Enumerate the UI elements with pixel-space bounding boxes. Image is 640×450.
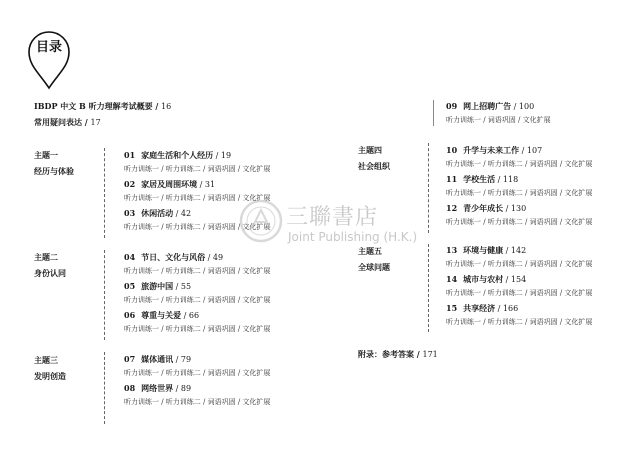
chapter-entry[interactable]: 14 城市与农村 / 154 xyxy=(446,274,527,284)
intro-item[interactable]: IBDP 中文 B 听力理解考试概要 / 16 xyxy=(34,101,172,111)
chapter-entry[interactable]: 10 升学与未来工作 / 107 xyxy=(446,145,543,155)
chapter-entry[interactable]: 09 网上招聘广告 / 100 xyxy=(446,101,535,111)
chapter-sections: 听力训练一 / 听力训练二 / 词语巩固 / 文化扩展 xyxy=(124,325,271,333)
section-divider xyxy=(104,250,105,340)
theme-number: 主题二 xyxy=(34,253,58,262)
theme-name: 身份认同 xyxy=(34,269,66,278)
chapter-entry[interactable]: 13 环境与健康 / 142 xyxy=(446,245,527,255)
chapter-sections: 听力训练一 / 听力训练二 / 词语巩固 / 文化扩展 xyxy=(124,165,271,173)
theme-name: 发明创造 xyxy=(34,372,66,381)
chapter-entry[interactable]: 05 旅游中国 / 55 xyxy=(124,281,192,291)
chapter-entry[interactable]: 15 共享经济 / 166 xyxy=(446,303,519,313)
section-divider xyxy=(104,352,105,424)
publisher-logo-icon xyxy=(238,198,284,244)
chapter-sections: 听力训练一 / 听力训练二 / 词语巩固 / 文化扩展 xyxy=(124,223,271,231)
chapter-sections: 听力训练一 / 听力训练二 / 词语巩固 / 文化扩展 xyxy=(124,267,271,275)
page-title: 目录 xyxy=(35,40,62,55)
theme-number: 主题五 xyxy=(358,247,382,256)
appendix-entry[interactable]: 附录：参考答案 / 171 xyxy=(358,349,438,359)
chapter-entry[interactable]: 07 媒体通讯 / 79 xyxy=(124,354,192,364)
chapter-entry[interactable]: 08 网络世界 / 89 xyxy=(124,383,192,393)
theme-number: 主题四 xyxy=(358,146,382,155)
chapter-sections: 听力训练一 / 听力训练二 / 词语巩固 / 文化扩展 xyxy=(124,369,271,377)
chapter-sections: 听力训练一 / 听力训练二 / 词语巩固 / 文化扩展 xyxy=(446,260,593,268)
chapter-sections: 听力训练一 / 听力训练二 / 词语巩固 / 文化扩展 xyxy=(446,160,593,168)
watermark-chinese: 三聯書店 xyxy=(286,205,379,230)
section-divider xyxy=(428,143,429,233)
chapter-sections: 听力训练一 / 词语巩固 / 文化扩展 xyxy=(446,116,551,124)
chapter-entry[interactable]: 12 青少年成长 / 130 xyxy=(446,203,527,213)
section-divider xyxy=(433,100,434,126)
chapter-sections: 听力训练一 / 听力训练二 / 词语巩固 / 文化扩展 xyxy=(124,194,271,202)
chapter-sections: 听力训练一 / 听力训练二 / 词语巩固 / 文化扩展 xyxy=(446,189,593,197)
theme-number: 主题三 xyxy=(34,356,58,365)
chapter-entry[interactable]: 01 家庭生活和个人经历 / 19 xyxy=(124,150,232,160)
chapter-entry[interactable]: 02 家居及周围环境 / 31 xyxy=(124,179,216,189)
chapter-entry[interactable]: 06 尊重与关爱 / 66 xyxy=(124,310,200,320)
theme-name: 全球问题 xyxy=(358,263,390,272)
theme-number: 主题一 xyxy=(34,151,58,160)
section-divider xyxy=(428,244,429,332)
chapter-entry[interactable]: 03 休闲活动 / 42 xyxy=(124,208,192,218)
theme-name: 社会组织 xyxy=(358,162,390,171)
intro-item[interactable]: 常用疑问表达 / 17 xyxy=(34,117,101,127)
chapter-entry[interactable]: 04 节日、文化与风俗 / 49 xyxy=(124,252,224,262)
chapter-entry[interactable]: 11 学校生活 / 118 xyxy=(446,174,519,184)
chapter-sections: 听力训练一 / 听力训练二 / 词语巩固 / 文化扩展 xyxy=(446,289,593,297)
watermark-english: Joint Publishing (H.K.) xyxy=(288,230,418,244)
chapter-sections: 听力训练一 / 听力训练二 / 词语巩固 / 文化扩展 xyxy=(124,398,271,406)
chapter-sections: 听力训练一 / 听力训练二 / 词语巩固 / 文化扩展 xyxy=(446,318,593,326)
chapter-sections: 听力训练一 / 听力训练二 / 词语巩固 / 文化扩展 xyxy=(446,218,593,226)
section-divider xyxy=(104,148,105,238)
chapter-sections: 听力训练一 / 听力训练二 / 词语巩固 / 文化扩展 xyxy=(124,296,271,304)
theme-name: 经历与体验 xyxy=(34,167,74,176)
